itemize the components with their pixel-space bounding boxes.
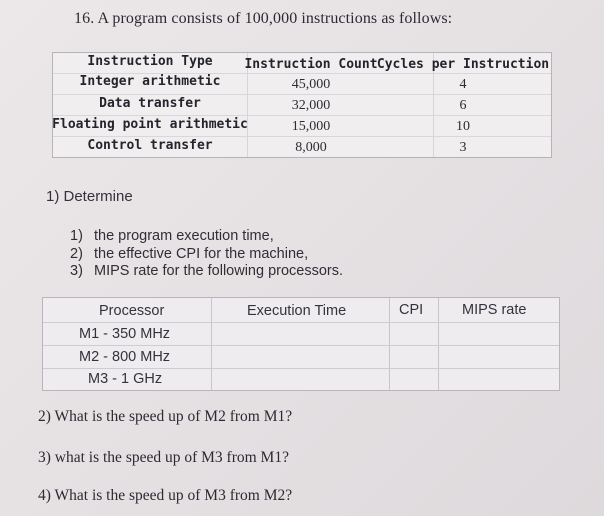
row4-type: Control transfer xyxy=(87,138,213,153)
row1-type: Integer arithmetic xyxy=(79,74,221,89)
question-3: 3) what is the speed up of M3 from M1? xyxy=(38,449,289,466)
row3-cpi: 10 xyxy=(456,119,470,134)
instruction-table xyxy=(52,52,552,158)
list-item xyxy=(70,228,343,246)
header-execution-time: Execution Time xyxy=(247,303,347,319)
list-item-text: the effective CPI for the machine, xyxy=(94,245,309,262)
problem-title: 16. A program consists of 100,000 instructions as follows: xyxy=(74,10,453,27)
header-processor: Processor xyxy=(99,303,165,319)
determine-heading: 1) Determine xyxy=(46,188,133,205)
list-item-number: 1) xyxy=(70,228,83,244)
processor-table xyxy=(42,297,560,391)
row2-count: 32,000 xyxy=(291,98,331,113)
header-cpi: CPI xyxy=(399,302,424,318)
header-mips-rate: MIPS rate xyxy=(462,302,527,318)
row1-count: 45,000 xyxy=(291,77,331,92)
list-item-number: 2) xyxy=(70,245,83,262)
list-item xyxy=(70,263,343,281)
row1-cpi: 4 xyxy=(459,77,467,92)
row-divider xyxy=(53,94,551,95)
list-item-text: the program execution time, xyxy=(94,228,274,244)
row-divider xyxy=(53,115,551,116)
determine-list xyxy=(70,228,343,281)
list-item-number: 3) xyxy=(70,263,83,279)
row2-type: Data transfer xyxy=(99,96,201,111)
header-instruction-count: Instruction Count xyxy=(244,57,378,72)
row-divider xyxy=(43,322,559,323)
row4-cpi: 3 xyxy=(459,140,467,155)
row2-cpi: 6 xyxy=(459,98,467,113)
header-cycles-per-instruction: Cycles per Instruction xyxy=(376,57,550,72)
row-divider xyxy=(43,345,559,346)
row3-type: Floating point arithmetic xyxy=(52,117,248,132)
question-2: 2) What is the speed up of M2 from M1? xyxy=(38,408,293,425)
question-4: 4) What is the speed up of M3 from M2? xyxy=(38,487,293,504)
row-divider xyxy=(43,368,559,369)
column-divider xyxy=(389,298,390,390)
processor-m3: M3 - 1 GHz xyxy=(88,371,163,387)
row4-count: 8,000 xyxy=(295,140,327,155)
processor-m1: M1 - 350 MHz xyxy=(79,326,171,342)
column-divider xyxy=(438,298,439,390)
list-item-text: MIPS rate for the following processors. xyxy=(94,263,344,279)
row3-count: 15,000 xyxy=(291,119,331,134)
column-divider xyxy=(211,298,212,390)
header-instruction-type: Instruction Type xyxy=(87,54,213,69)
processor-m2: M2 - 800 MHz xyxy=(79,349,171,365)
row-divider xyxy=(53,136,551,137)
list-item xyxy=(70,246,343,264)
